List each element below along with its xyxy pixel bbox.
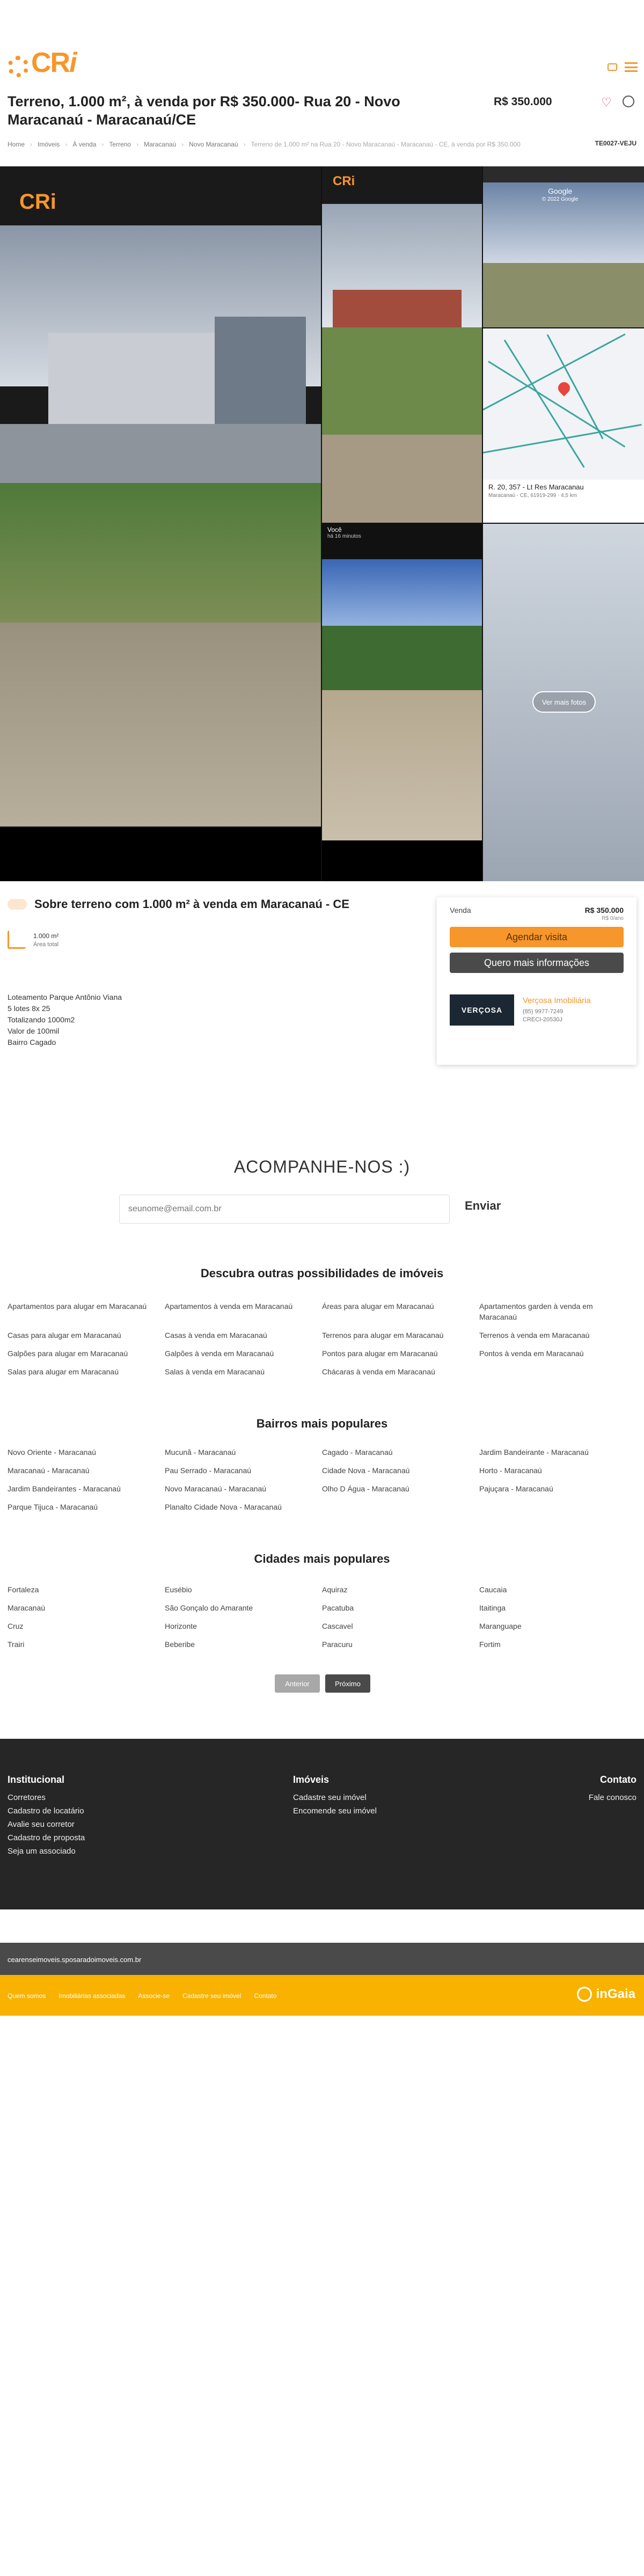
link-item[interactable]: Cidade Nova - Maracanaú (322, 1466, 410, 1475)
area-icon (8, 931, 26, 949)
link-item[interactable]: São Gonçalo do Amarante (165, 1604, 253, 1612)
footer-col-imoveis (293, 1774, 377, 1818)
agency-creci: CRECI-20530J (523, 1016, 562, 1023)
link-item[interactable]: Trairi (8, 1640, 25, 1649)
ingaia-mark-icon (577, 1987, 592, 2002)
link-item[interactable]: Cagado - Maracanaú (322, 1448, 393, 1457)
more-photos-button[interactable]: Ver mais fotos (532, 691, 596, 713)
link-item[interactable] (479, 1502, 636, 1512)
next-button[interactable]: Próximo (325, 1674, 370, 1693)
link-item[interactable]: Planalto Cidade Nova - Maracanaú (165, 1503, 282, 1511)
watermark-logo: CRi (333, 174, 355, 188)
link-item[interactable]: Maracanaú (8, 1604, 46, 1612)
cities-title: Cidades mais populares (254, 1552, 390, 1565)
breadcrumb-neighborhood[interactable]: Novo Maracanaú (189, 141, 238, 148)
bottom-link[interactable]: Cadastre seu imóvel (182, 1992, 241, 2000)
page-title: Terreno, 1.000 m², à venda por R$ 350.000- Rua 20 - Novo Maracanaú - Maracanaú/CE (8, 93, 400, 128)
bottom-links (8, 1992, 277, 2000)
watermark-logo: CRi (19, 190, 56, 214)
footer-link[interactable]: Cadastro de proposta (8, 1833, 85, 1842)
link-item[interactable]: Pontos à venda em Maracanaú (479, 1349, 584, 1358)
link-item[interactable]: Pacatuba (322, 1604, 354, 1612)
link-item[interactable]: Terrenos à venda em Maracanaú (479, 1331, 590, 1340)
link-item[interactable]: Mucunã - Maracanaú (165, 1448, 236, 1457)
gallery-photo-2[interactable] (322, 166, 482, 523)
link-item[interactable]: Áreas para alugar em Maracanaú (322, 1302, 434, 1311)
logo-text: CR (31, 47, 70, 78)
gallery-photo-more[interactable] (483, 524, 644, 881)
neighborhoods-links (8, 1447, 636, 1512)
link-item[interactable]: Casas à venda em Maracanaú (165, 1331, 267, 1340)
link-item[interactable]: Caucaia (479, 1585, 507, 1594)
map-pin-icon (555, 379, 572, 396)
area-value: 1.000 m² (33, 932, 59, 940)
possibilities-title: Descubra outras possibilidades de imóveis (200, 1267, 444, 1280)
price-card (437, 897, 636, 1065)
map-caption: R. 20, 357 - Lt Res Maracanau Maracanaú - CE, 61919-299 · 4,5 km (483, 480, 644, 523)
header-icons (608, 62, 638, 72)
link-item[interactable]: Fortaleza (8, 1585, 39, 1594)
footer-link[interactable]: Avalie seu corretor (8, 1820, 75, 1829)
link-item[interactable]: Horizonte (165, 1622, 197, 1630)
footer-link[interactable]: Cadastre seu imóvel (293, 1793, 367, 1802)
gallery-map[interactable] (483, 328, 644, 523)
footer-link[interactable]: Seja um associado (8, 1847, 76, 1856)
newsletter-email-input[interactable] (119, 1195, 450, 1224)
link-item[interactable]: Pontos para alugar em Maracanaú (322, 1349, 438, 1358)
video-topbar: Você há 16 minutos (322, 524, 482, 559)
link-item[interactable]: Salas para alugar em Maracanaú (8, 1367, 119, 1376)
pagination (275, 1674, 370, 1693)
gallery-photo-1[interactable] (0, 166, 321, 881)
link-item[interactable]: Eusébio (165, 1585, 192, 1594)
site-footer (0, 1739, 644, 1909)
link-item[interactable]: Pajuçara - Maracanaú (479, 1484, 553, 1493)
link-item[interactable]: Paracuru (322, 1640, 353, 1649)
link-item[interactable]: Itaitinga (479, 1604, 506, 1612)
share-icon[interactable] (623, 96, 634, 107)
link-item[interactable]: Maranguape (479, 1622, 522, 1630)
link-item[interactable]: Parque Tijuca - Maracanaú (8, 1503, 98, 1511)
footer-col-contato (589, 1774, 636, 1804)
link-item[interactable]: Terrenos para alugar em Maracanaú (322, 1331, 444, 1340)
neighborhoods-title: Bairros mais populares (256, 1417, 388, 1430)
ingaia-logo[interactable]: inGaia (577, 1987, 635, 2002)
footer-col-title: Contato (600, 1774, 636, 1785)
possibilities-links (8, 1301, 636, 1377)
link-item[interactable]: Maracanaú - Maracanaú (8, 1466, 90, 1475)
link-item[interactable]: Aquiraz (322, 1585, 348, 1594)
about-title: Sobre terreno com 1.000 m² à venda em Maracanaú - CE (8, 897, 349, 911)
link-item[interactable]: Cruz (8, 1622, 24, 1630)
footer-col-institucional (8, 1774, 85, 1858)
bottom-bar (0, 1975, 644, 2016)
footer-col-title: Imóveis (293, 1774, 330, 1785)
link-item[interactable]: Jardim Bandeirantes - Maracanaú (8, 1484, 121, 1493)
schedule-visit-button[interactable]: Agendar visita (450, 927, 624, 947)
site-logo[interactable] (8, 48, 77, 77)
bottom-link[interactable]: Quem somos (8, 1992, 46, 2000)
title-mark-icon (8, 899, 27, 910)
bottom-link[interactable]: Contato (254, 1992, 277, 2000)
link-item[interactable]: Horto - Maracanaú (479, 1466, 542, 1475)
footer-link[interactable]: Cadastro de locatário (8, 1806, 84, 1816)
agency-phone: (85) 9977-7249 (523, 1008, 564, 1015)
link-item[interactable]: Apartamentos para alugar em Maracanaú (8, 1302, 147, 1311)
link-item[interactable] (322, 1502, 479, 1512)
link-item[interactable]: Novo Maracanaú - Maracanaú (165, 1484, 267, 1493)
breadcrumb-city[interactable]: Maracanaú (144, 141, 177, 148)
property-code: TE0027-VEJU (595, 140, 636, 147)
photo-gallery (0, 166, 644, 881)
link-item[interactable]: Apartamentos à venda em Maracanaú (165, 1302, 293, 1311)
agency-info (450, 994, 624, 1026)
link-item[interactable]: Cascavel (322, 1622, 353, 1630)
breadcrumb-imoveis[interactable]: Imóveis (38, 141, 60, 148)
breadcrumb-current: Terreno de 1.000 m² na Rua 20 - Novo Maracanaú - Maracanaú - CE, à venda por R$ 350.000 (251, 141, 521, 148)
logo-gear-icon (8, 56, 29, 77)
heart-icon[interactable]: ♡ (601, 96, 612, 109)
sale-price: R$ 350.000 (584, 906, 624, 914)
footer-link[interactable]: Corretores (8, 1793, 46, 1802)
newsletter-title: ACOMPANHE-NOS :) (233, 1157, 411, 1176)
link-item[interactable]: Beberibe (165, 1640, 195, 1649)
site-header (0, 0, 644, 161)
link-item[interactable]: Casas para alugar em Maracanaú (8, 1331, 121, 1340)
bottom-link[interactable]: Imobiliárias associadas (58, 1992, 126, 2000)
link-item[interactable]: Olho D Água - Maracanaú (322, 1484, 409, 1493)
header-price: R$ 350.000 (494, 96, 552, 108)
cities-links (8, 1584, 636, 1650)
breadcrumb-terreno[interactable]: Terreno (109, 141, 131, 148)
link-item[interactable]: Fortim (479, 1640, 501, 1649)
agency-logo[interactable]: VERÇOSA (450, 994, 514, 1026)
link-item[interactable]: Salas à venda em Maracanaú (165, 1367, 265, 1376)
area-info (8, 931, 58, 949)
footer-domain: cearenseimoveis.sposaradoimoveis.com.br (0, 1943, 644, 1975)
link-item[interactable]: Novo Oriente - Maracanaú (8, 1448, 96, 1457)
breadcrumb: Home › Imóveis › À venda › Terreno › Maracanaú › Novo Maracanaú › Terreno de 1.000 m² na Rua 20 - Novo Maracanaú - Maracanaú - CE, à venda por R$ 350.000 (8, 141, 521, 148)
property-description: Loteamento Parque Antônio Viana 5 lotes 8x 25 Totalizando 1000m2 Valor de 100mil Bairro Cagado (8, 993, 122, 1046)
footer-link[interactable]: Encomende seu imóvel (293, 1806, 377, 1816)
gallery-video[interactable] (322, 524, 482, 881)
bottom-link[interactable]: Associe-se (138, 1992, 170, 2000)
more-info-button[interactable]: Quero mais informações (450, 953, 624, 973)
breadcrumb-venda[interactable]: À venda (72, 141, 97, 148)
footer-link[interactable]: Fale conosco (588, 1793, 636, 1802)
gallery-photo-3[interactable] (483, 166, 644, 327)
link-item[interactable]: Pau Serrado - Maracanaú (165, 1466, 252, 1475)
link-item[interactable] (479, 1366, 636, 1377)
link-item[interactable]: Galpões para alugar em Maracanaú (8, 1349, 128, 1358)
link-item[interactable]: Chácaras à venda em Maracanaú (322, 1367, 435, 1376)
area-label: Área total (33, 941, 59, 948)
logo-i: i (69, 47, 77, 78)
previous-button[interactable]: Anterior (275, 1674, 320, 1693)
sale-label: Venda (450, 906, 471, 914)
agency-name[interactable]: Verçosa Imobiliária (523, 996, 591, 1005)
breadcrumb-home[interactable]: Home (8, 141, 25, 148)
link-item[interactable]: Apartamentos garden à venda em Maracanaú (479, 1302, 593, 1321)
link-item[interactable]: Jardim Bandeirante - Maracanaú (479, 1448, 589, 1457)
language-icon[interactable] (608, 63, 617, 71)
footer-col-title: Institucional (8, 1774, 65, 1785)
newsletter-submit-button[interactable]: Enviar (465, 1199, 501, 1212)
iptu-value: R$ 0/ano (602, 916, 624, 921)
google-tag: Google © 2022 Google (542, 187, 579, 202)
link-item[interactable]: Galpões à venda em Maracanaú (165, 1349, 274, 1358)
hamburger-menu-icon[interactable] (625, 62, 638, 72)
